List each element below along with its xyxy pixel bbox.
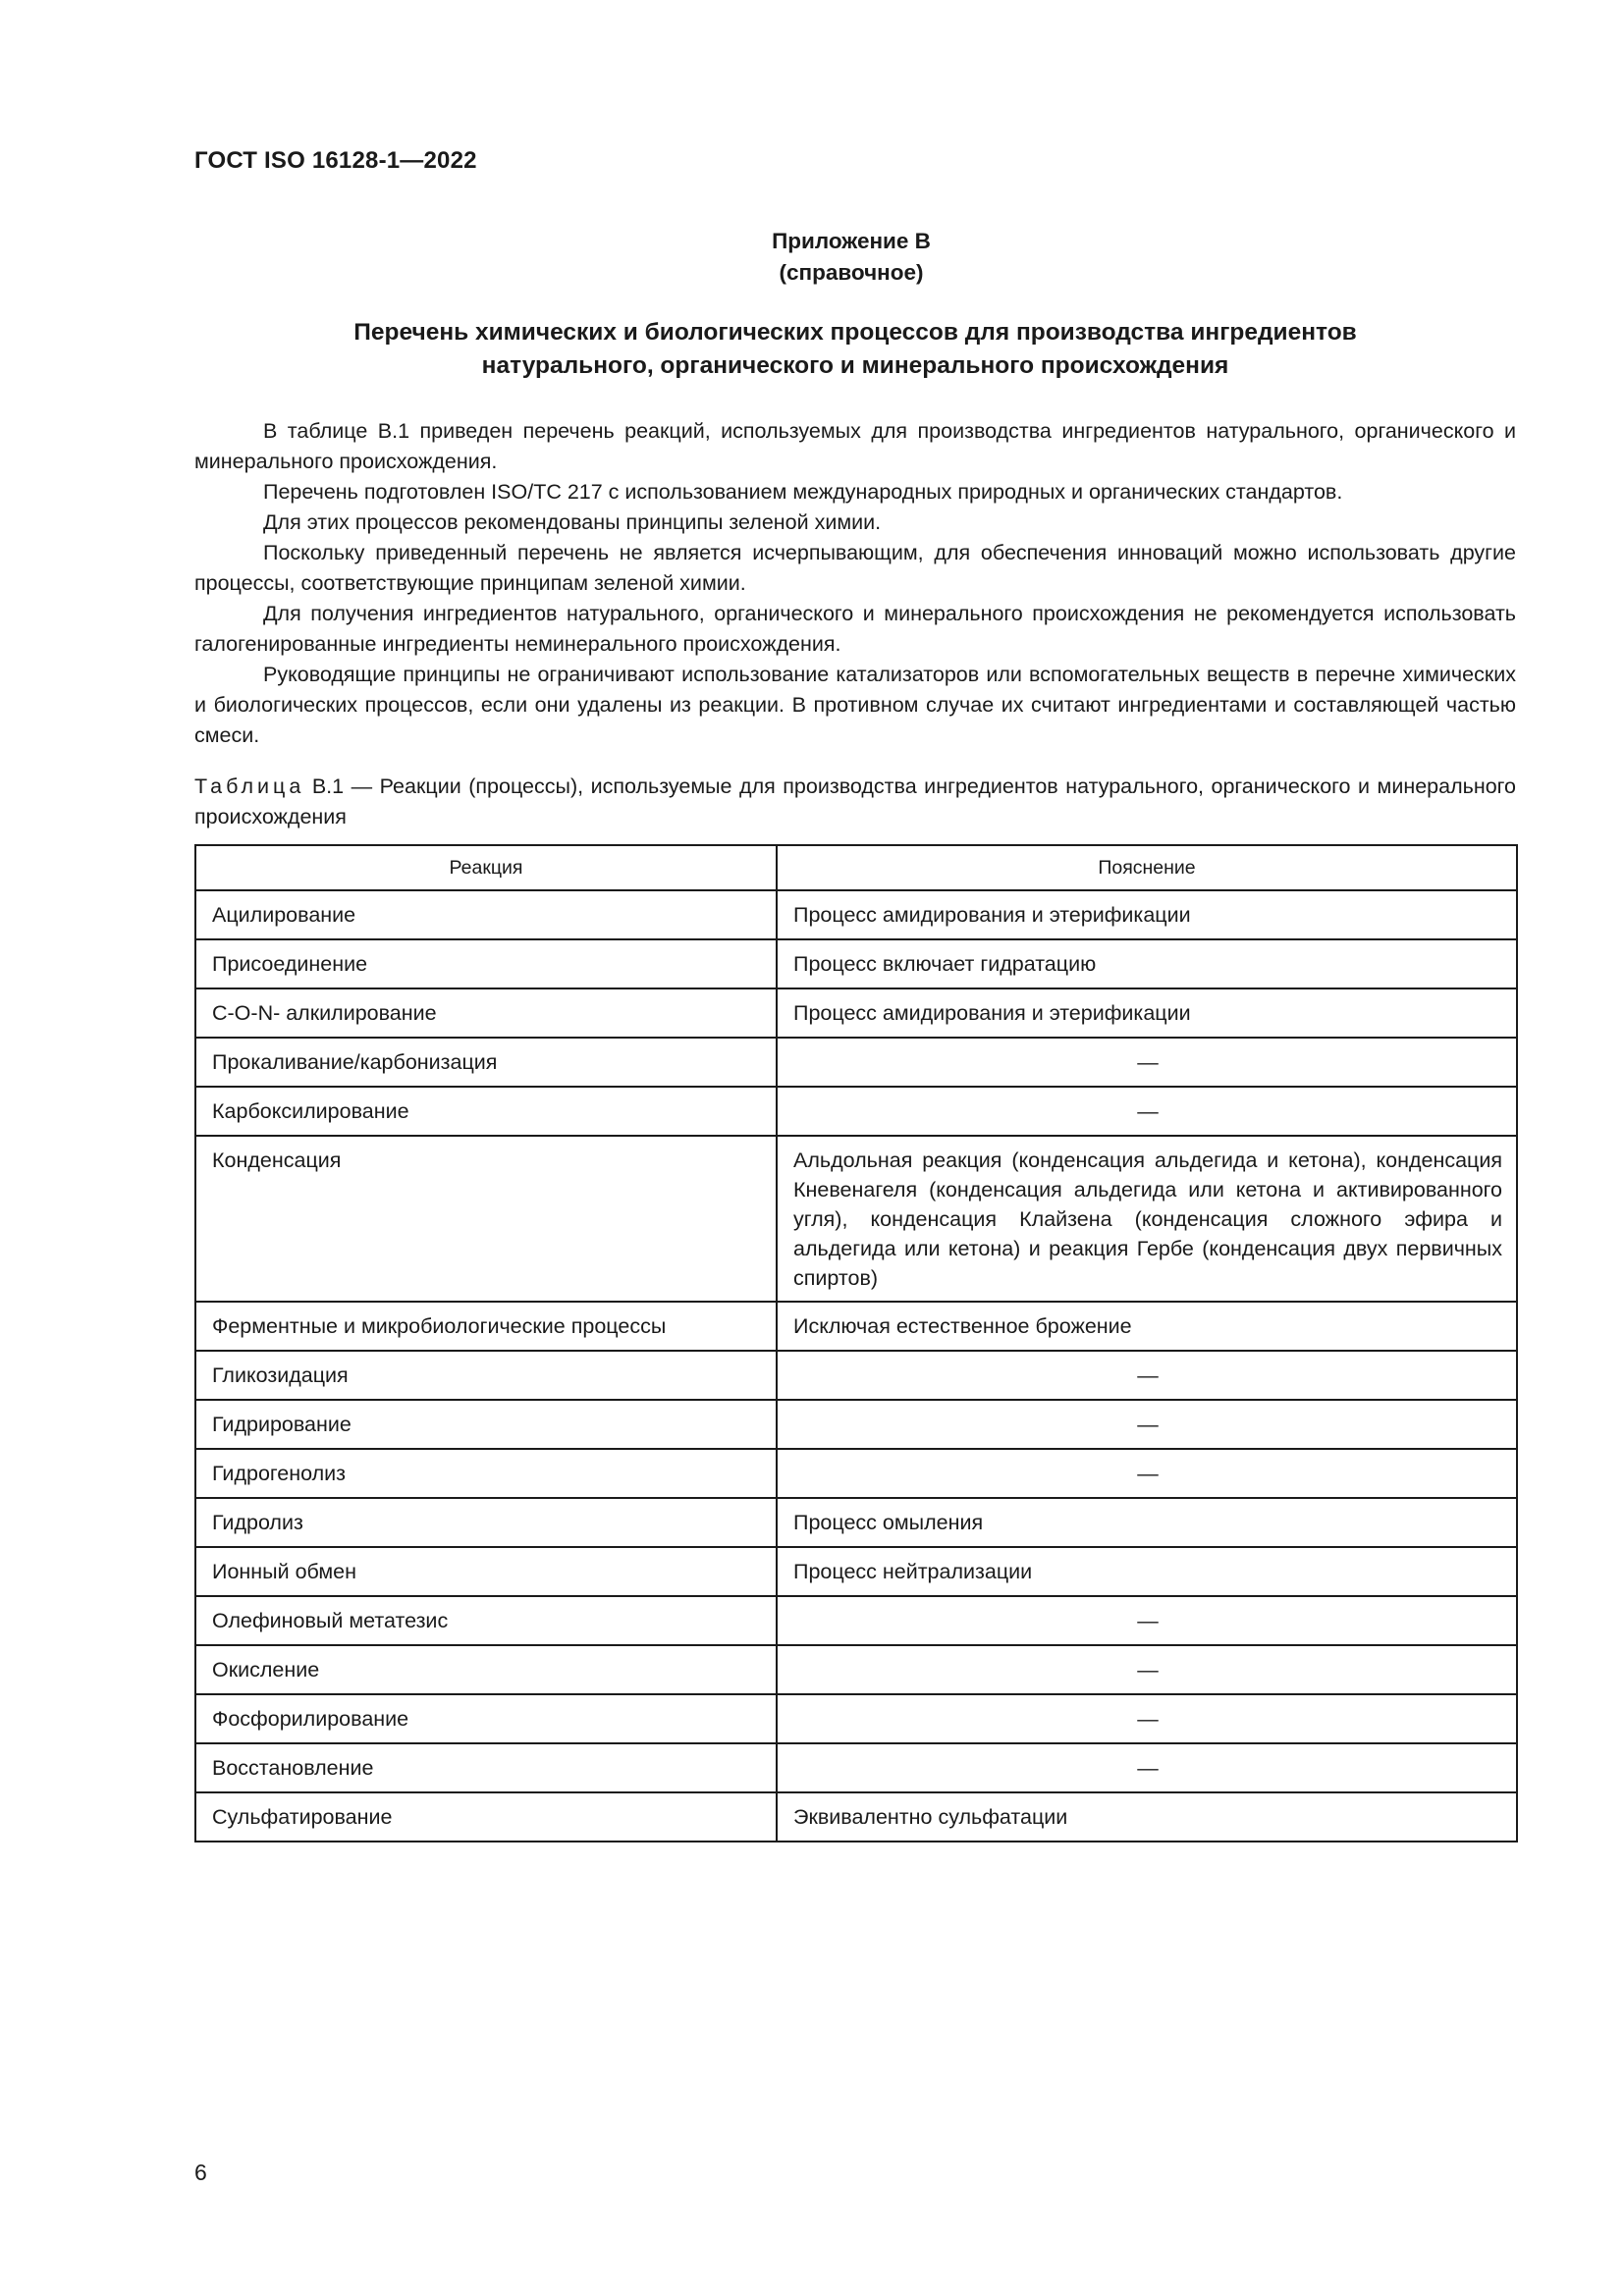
cell-reaction: Присоединение <box>195 939 777 988</box>
paragraph: Для этих процессов рекомендованы принципы зеленой химии. <box>263 510 882 534</box>
column-header-reaction: Реакция <box>195 845 777 890</box>
cell-reaction: Ионный обмен <box>195 1547 777 1596</box>
table-row <box>195 1302 1517 1351</box>
table-row <box>195 1694 1517 1743</box>
paragraph: Поскольку приведенный перечень не является исчерпывающим, для обеспечения инноваций можно использовать другие процессы, соответствующие принципам зеленой химии. <box>194 541 1516 595</box>
cell-note: Процесс омыления <box>777 1498 1517 1547</box>
cell-note: Эквивалентно сульфатации <box>777 1792 1517 1842</box>
cell-reaction: Ацилирование <box>195 890 777 939</box>
cell-note: — <box>777 1449 1517 1498</box>
cell-note: Исключая естественное брожение <box>777 1302 1517 1351</box>
cell-reaction: С-О-N- алкилирование <box>195 988 777 1038</box>
cell-note: Процесс амидирования и этерификации <box>777 890 1517 939</box>
cell-reaction: Конденсация <box>195 1136 777 1302</box>
paragraph: Руководящие принципы не ограничивают использование катализаторов или вспомогательных веществ в перечне химических и биологических процессов, если они удалены из реакции. В противном случае их считают ингредиентами и составляющей частью смеси. <box>194 663 1516 747</box>
cell-reaction: Фосфорилирование <box>195 1694 777 1743</box>
cell-note: — <box>777 1087 1517 1136</box>
body-text <box>194 416 1516 751</box>
table-row <box>195 1645 1517 1694</box>
cell-note: Процесс включает гидратацию <box>777 939 1517 988</box>
cell-note: Альдольная реакция (конденсация альдегида и кетона), конденсация Кневенагеля (конденсация альдегида или кетона и активированного угля), конденсация Клайзена (конденсация сложного эфира и альдегида или кетона) и реакция Гербе (конденсация двух первичных спиртов) <box>777 1136 1517 1302</box>
paragraph: Для получения ингредиентов натурального, органического и минерального происхождения не рекомендуется использовать галогенированные ингредиенты неминерального происхождения. <box>194 602 1516 656</box>
cell-reaction: Прокаливание/карбонизация <box>195 1038 777 1087</box>
paragraph: В таблице В.1 приведен перечень реакций, используемых для производства ингредиентов натурального, органического и минерального происхождения. <box>194 419 1516 473</box>
cell-reaction: Окисление <box>195 1645 777 1694</box>
cell-reaction: Гликозидация <box>195 1351 777 1400</box>
table-row <box>195 1087 1517 1136</box>
cell-note: — <box>777 1645 1517 1694</box>
appendix-label: Приложение В <box>772 229 931 253</box>
cell-note: — <box>777 1596 1517 1645</box>
table-row <box>195 1743 1517 1792</box>
cell-note: — <box>777 1743 1517 1792</box>
cell-reaction: Восстановление <box>195 1743 777 1792</box>
table-body <box>195 890 1517 1842</box>
standard-designation: ГОСТ ISO 16128-1—2022 <box>194 147 477 174</box>
table-caption-prefix: Таблица <box>194 774 305 798</box>
table-row <box>195 939 1517 988</box>
table-row <box>195 1038 1517 1087</box>
cell-note: — <box>777 1694 1517 1743</box>
table-row <box>195 890 1517 939</box>
table-header-row <box>195 845 1517 890</box>
appendix-title-line-1: Перечень химических и биологических процессов для производства ингредиентов <box>353 319 1357 346</box>
cell-reaction: Сульфатирование <box>195 1792 777 1842</box>
cell-note: — <box>777 1400 1517 1449</box>
cell-reaction: Олефиновый метатезис <box>195 1596 777 1645</box>
appendix-title <box>194 316 1516 383</box>
paragraph: Перечень подготовлен ISO/TC 217 с использованием международных природных и органических стандартов. <box>263 480 1343 504</box>
cell-reaction: Ферментные и микробиологические процессы <box>195 1302 777 1351</box>
cell-reaction: Гидролиз <box>195 1498 777 1547</box>
table-caption-text: В.1 — Реакции (процессы), используемые для производства ингредиентов натурального, органического и минерального происхождения <box>194 774 1516 828</box>
table-row <box>195 1449 1517 1498</box>
appendix-status: (справочное) <box>779 260 924 285</box>
table-row <box>195 1596 1517 1645</box>
page-number: 6 <box>194 2160 207 2185</box>
cell-note: — <box>777 1038 1517 1087</box>
reactions-table <box>194 844 1518 1842</box>
table-row <box>195 988 1517 1038</box>
table-caption <box>194 772 1516 832</box>
appendix-heading <box>0 226 1624 289</box>
cell-reaction: Гидрирование <box>195 1400 777 1449</box>
table-row <box>195 1136 1517 1302</box>
table-row <box>195 1547 1517 1596</box>
cell-note: Процесс нейтрализации <box>777 1547 1517 1596</box>
cell-note: Процесс амидирования и этерификации <box>777 988 1517 1038</box>
cell-note: — <box>777 1351 1517 1400</box>
cell-reaction: Гидрогенолиз <box>195 1449 777 1498</box>
cell-reaction: Карбоксилирование <box>195 1087 777 1136</box>
appendix-title-line-2: натурального, органического и минерального происхождения <box>481 352 1229 379</box>
column-header-note: Пояснение <box>777 845 1517 890</box>
table-row <box>195 1498 1517 1547</box>
table-row <box>195 1400 1517 1449</box>
table-row <box>195 1351 1517 1400</box>
table-row <box>195 1792 1517 1842</box>
